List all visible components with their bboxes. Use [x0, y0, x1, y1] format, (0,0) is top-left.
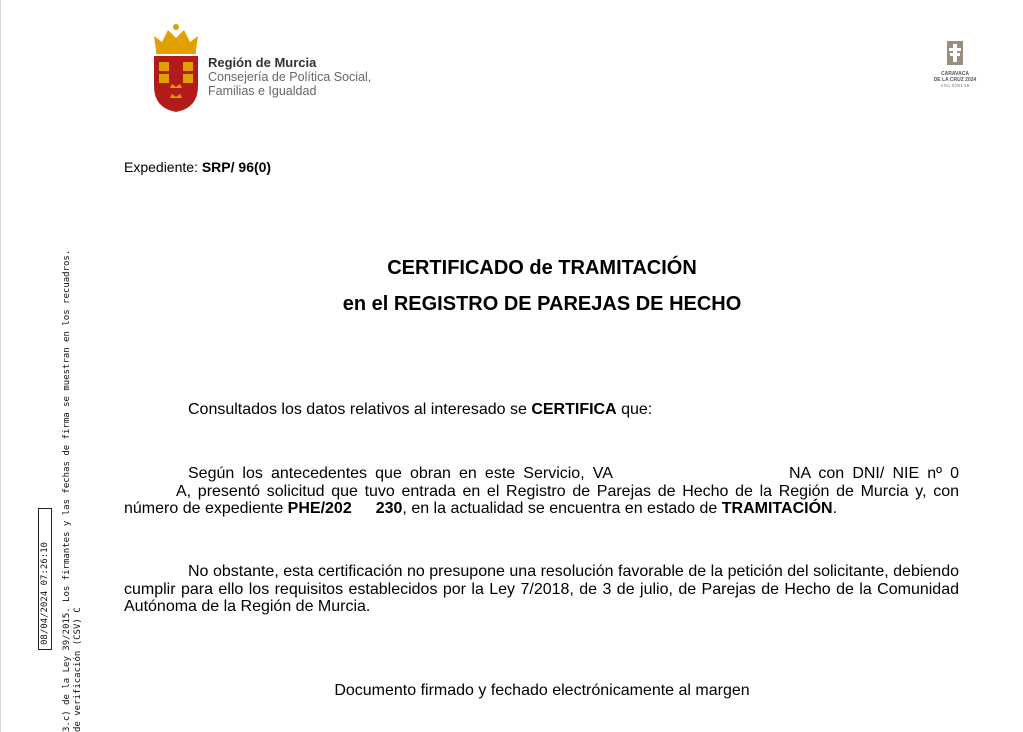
expediente-label: Expediente: — [124, 159, 198, 175]
intro-paragraph — [188, 401, 652, 419]
document-title-line1: CERTIFICADO de TRAMITACIÓN — [387, 257, 697, 279]
intro-text: Consultados los datos relativos al interesado se — [188, 401, 532, 418]
caravaca-cross-icon — [945, 40, 965, 66]
tramitacion-paragraph — [124, 465, 959, 518]
p1-state: TRAMITACIÓN — [721, 500, 833, 517]
p1-text-c: A, presentó solicitud que tuvo entrada en el Registro de Parejas de Hecho de la Región de Murcia y, con número de expediente — [124, 482, 959, 517]
document-title-line2: en el REGISTRO DE PAREJAS DE HECHO — [342, 293, 742, 315]
expediente-line — [124, 159, 271, 175]
org-dept-line1: Consejería de Política Social, — [208, 70, 372, 84]
org-dept-line2: Familias e Igualdad — [208, 84, 317, 98]
p1-expediente-a: PHE/202 — [287, 500, 352, 517]
side-legal-line1: 3.c) de la Ley 39/2015. Los firmantes y las fechas de firma se muestran en los recuadros. — [62, 249, 72, 732]
jubilee-line3: AÑO JUBILAR — [940, 83, 970, 88]
org-name: Región de Murcia — [208, 55, 317, 70]
region-shield-icon — [150, 22, 202, 114]
disclaimer-paragraph: No obstante, esta certificación no presupone una resolución favorable de la petición del solicitante, debiendo cumplir para ello los requisitos establecidos por la Ley 7/2018, de 3 de julio, de Parejas de Hecho de la Comunidad Autónoma de la Región de Murcia. — [124, 563, 959, 615]
p1-expediente-b: 230 — [375, 500, 403, 517]
p1-text-a: Según los antecedentes que obran en este Servicio, VA — [188, 465, 613, 482]
expediente-value: SRP/ 96(0) — [201, 159, 272, 175]
p1-text-d: , en la actualidad se encuentra en estado de — [402, 500, 722, 517]
side-date: 08/04/2024 07:26:10 — [40, 542, 50, 645]
jubilee-line1: CARAVACA — [941, 71, 969, 77]
p1-text-b: NA con DNI/ NIE nº 0 — [788, 465, 959, 482]
page-edge — [0, 0, 1, 732]
intro-end: que: — [616, 401, 653, 418]
signed-note: Documento firmado y fechado electrónicamente al margen — [334, 682, 750, 699]
p1-end: . — [832, 500, 838, 517]
region-logo — [150, 22, 420, 114]
jubilee-logo — [925, 40, 985, 89]
side-legal-line2: de verificación (CSV) C — [73, 607, 83, 732]
intro-certifica: CERTIFICA — [531, 401, 617, 418]
jubilee-line2: DE LA CRUZ 2024 — [933, 77, 977, 83]
